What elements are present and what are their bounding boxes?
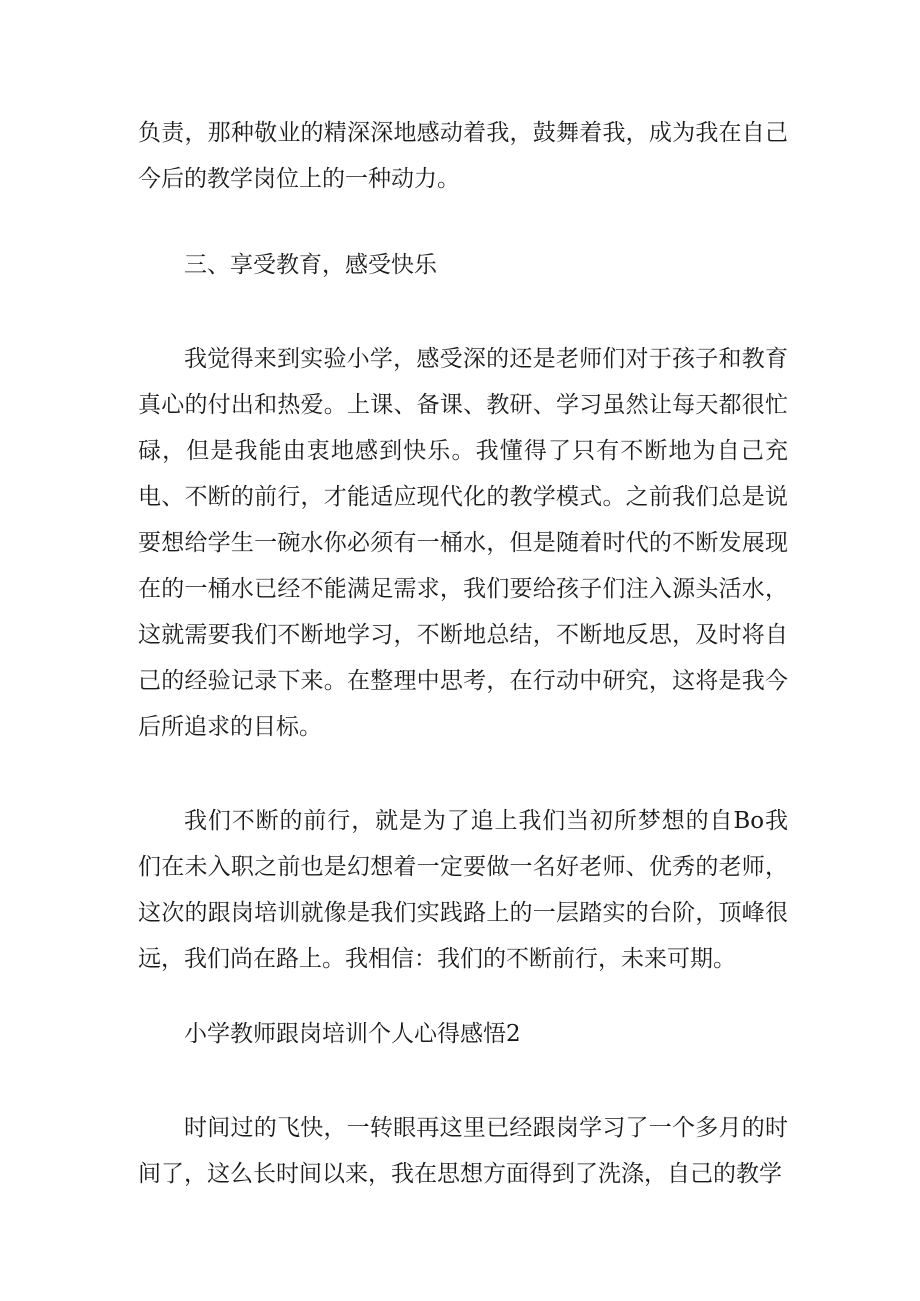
section-heading-three: 三、享受教育，感受快乐 (184, 252, 437, 278)
paragraph-continuation: 负责，那种敬业的精深深地感动着我，鼓舞着我，成为我在自己今后的教学岗位上的一种动力。 (138, 120, 788, 192)
article-title-2: 小学教师跟岗培训个人心得感悟2 (184, 1021, 521, 1047)
paragraph-time-flies: 时间过的飞快，一转眼再这里已经跟岗学习了一个多月的时间了，这么长时间以来，我在思想方面得到了洗涤，自己的教学 (138, 1115, 788, 1187)
paragraph-enjoy-education: 我觉得来到实验小学，感受深的还是老师们对于孩子和教育真心的付出和热爱。上课、备课、教研、学习虽然让每天都很忙碌，但是我能由衷地感到快乐。我懂得了只有不断地为自己充电、不断的前行，才能适应现代化的教学模式。之前我们总是说要想给学生一碗水你必须有一桶水，但是随着时代的不断发展现在的一桶水已经不能满足需求，我们要给孩子们注入源头活水，这就需要我们不断地学习，不断地总结，不断地反思，及时将自己的经验记录下来。在整理中思考，在行动中研究，这将是我今后所追求的目标。 (138, 346, 788, 740)
document-page (138, 110, 788, 1197)
paragraph-moving-forward: 我们不断的前行，就是为了追上我们当初所梦想的自Bo我们在未入职之前也是幻想着一定要做一名好老师、优秀的老师，这次的跟岗培训就像是我们实践路上的一层踏实的台阶，顶峰很远，我们尚在路上。我相信：我们的不断前行，未来可期。 (138, 808, 788, 972)
